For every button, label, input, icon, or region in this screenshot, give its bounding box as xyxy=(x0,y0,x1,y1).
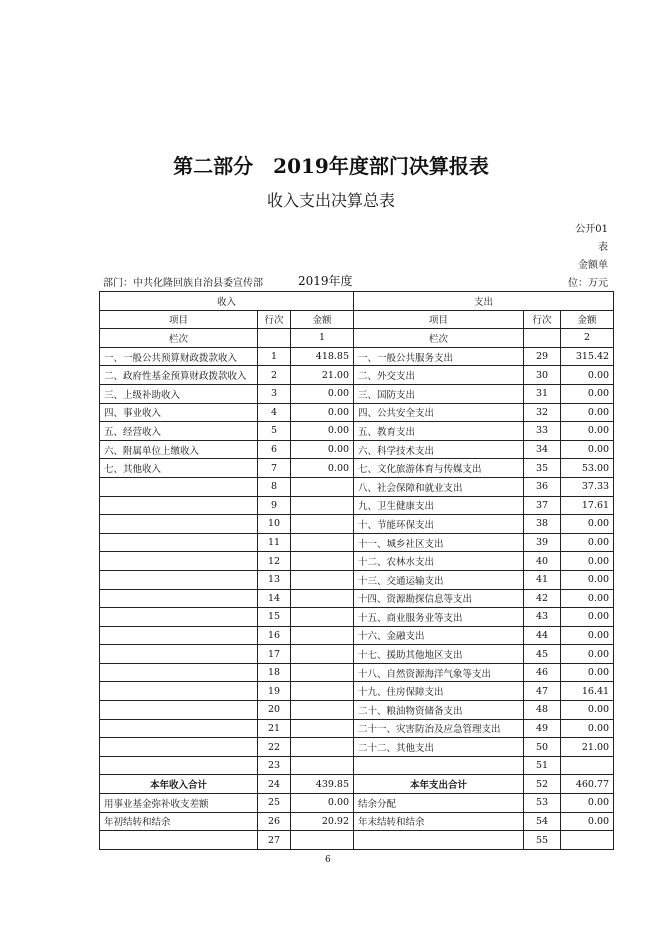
page-title: 第二部分 2019年度部门决算报表 xyxy=(173,154,489,178)
table-row xyxy=(100,459,614,478)
expense-amount: 0.00 xyxy=(561,589,614,608)
income-item xyxy=(100,645,258,664)
income-rowno-header: 行次 xyxy=(258,310,291,329)
expense-row-no: 31 xyxy=(524,384,561,403)
income-item xyxy=(100,533,258,552)
income-amount xyxy=(291,682,354,701)
income-row-no: 7 xyxy=(258,459,291,478)
table-row xyxy=(100,682,614,701)
department-label: 部门：中共化隆回族自治县委宣传部 xyxy=(103,278,263,289)
income-item xyxy=(100,831,258,850)
expense-item: 本年支出合计 xyxy=(354,775,524,794)
income-amount xyxy=(291,738,354,757)
income-amount xyxy=(291,515,354,534)
table-row xyxy=(100,477,614,496)
income-row-no: 8 xyxy=(258,477,291,496)
expense-row-no: 50 xyxy=(524,738,561,757)
expense-item: 二、外交支出 xyxy=(354,366,524,385)
table-row xyxy=(100,440,614,459)
expense-amount: 0.00 xyxy=(561,812,614,831)
income-item: 用事业基金弥补收支差额 xyxy=(100,794,258,813)
income-amount xyxy=(291,645,354,664)
unit-value: 位：万元 xyxy=(568,278,608,289)
column-number-row xyxy=(100,329,614,348)
income-row-no: 23 xyxy=(258,756,291,775)
expense-row-no: 51 xyxy=(524,756,561,775)
column-no-label: 栏次 xyxy=(354,329,524,348)
expense-rowno-header: 行次 xyxy=(524,310,561,329)
income-row-no: 13 xyxy=(258,570,291,589)
table-row xyxy=(100,515,614,534)
income-item: 二、政府性基金预算财政拨款收入 xyxy=(100,366,258,385)
income-amount: 0.00 xyxy=(291,459,354,478)
income-amount: 0.00 xyxy=(291,384,354,403)
table-row xyxy=(100,608,614,627)
income-row-no: 19 xyxy=(258,682,291,701)
expense-item xyxy=(354,831,524,850)
expense-amount: 0.00 xyxy=(561,384,614,403)
income-amount xyxy=(291,626,354,645)
expense-item: 二十、粮油物资储备支出 xyxy=(354,701,524,720)
expense-amount: 315.42 xyxy=(561,347,614,366)
income-amount: 0.00 xyxy=(291,440,354,459)
column-no-2: 2 xyxy=(561,329,614,348)
income-amount: 0.00 xyxy=(291,422,354,441)
income-row-no: 15 xyxy=(258,608,291,627)
income-row-no: 11 xyxy=(258,533,291,552)
expense-item: 六、科学技术支出 xyxy=(354,440,524,459)
section-header-row xyxy=(100,292,614,311)
expense-item: 十六、金融支出 xyxy=(354,626,524,645)
expense-amount: 0.00 xyxy=(561,719,614,738)
income-row-no: 25 xyxy=(258,794,291,813)
income-row-no: 9 xyxy=(258,496,291,515)
expense-amount: 0.00 xyxy=(561,645,614,664)
income-row-no: 24 xyxy=(258,775,291,794)
table-row xyxy=(100,366,614,385)
table-title: 收入支出决算总表 xyxy=(266,191,395,210)
table-row xyxy=(100,347,614,366)
table-row xyxy=(100,496,614,515)
table-row xyxy=(100,422,614,441)
column-no-1: 1 xyxy=(291,329,354,348)
expense-row-no: 39 xyxy=(524,533,561,552)
table-row xyxy=(100,756,614,775)
expense-amount: 37.33 xyxy=(561,477,614,496)
expense-amount: 0.00 xyxy=(561,515,614,534)
expense-row-no: 44 xyxy=(524,626,561,645)
income-amount xyxy=(291,756,354,775)
expense-row-no: 41 xyxy=(524,570,561,589)
income-item xyxy=(100,608,258,627)
income-item: 五、经营收入 xyxy=(100,422,258,441)
income-amount xyxy=(291,552,354,571)
table-row xyxy=(100,794,614,813)
expense-header: 支出 xyxy=(354,292,614,311)
income-row-no: 26 xyxy=(258,812,291,831)
expense-row-no: 35 xyxy=(524,459,561,478)
income-row-no: 21 xyxy=(258,719,291,738)
income-item xyxy=(100,515,258,534)
expense-row-no: 38 xyxy=(524,515,561,534)
income-amount: 21.00 xyxy=(291,366,354,385)
income-item xyxy=(100,719,258,738)
expense-amount: 0.00 xyxy=(561,552,614,571)
table-row xyxy=(100,552,614,571)
income-item-header: 项目 xyxy=(100,310,258,329)
expense-amount: 0.00 xyxy=(561,570,614,589)
column-header-row xyxy=(100,310,614,329)
expense-row-no: 47 xyxy=(524,682,561,701)
expense-row-no: 48 xyxy=(524,701,561,720)
table-row xyxy=(100,738,614,757)
income-item: 六、附属单位上缴收入 xyxy=(100,440,258,459)
expense-item: 二十二、其他支出 xyxy=(354,738,524,757)
income-row-no: 14 xyxy=(258,589,291,608)
expense-row-no: 49 xyxy=(524,719,561,738)
expense-item: 四、公共安全支出 xyxy=(354,403,524,422)
table-row xyxy=(100,626,614,645)
expense-row-no: 45 xyxy=(524,645,561,664)
expense-amount: 0.00 xyxy=(561,701,614,720)
table-row xyxy=(100,403,614,422)
expense-amount xyxy=(561,831,614,850)
expense-item: 一、一般公共服务支出 xyxy=(354,347,524,366)
income-amount: 439.85 xyxy=(291,775,354,794)
income-row-no: 1 xyxy=(258,347,291,366)
expense-item: 十九、住房保障支出 xyxy=(354,682,524,701)
expense-row-no: 30 xyxy=(524,366,561,385)
year-label: 2019年度 xyxy=(298,274,353,288)
expense-item xyxy=(354,756,524,775)
table-row xyxy=(100,831,614,850)
expense-amount: 53.00 xyxy=(561,459,614,478)
expense-row-no: 53 xyxy=(524,794,561,813)
income-item: 七、其他收入 xyxy=(100,459,258,478)
income-amount xyxy=(291,533,354,552)
expense-item: 十二、农林水支出 xyxy=(354,552,524,571)
income-amount xyxy=(291,589,354,608)
income-item xyxy=(100,496,258,515)
expense-amount: 0.00 xyxy=(561,403,614,422)
expense-amount: 0.00 xyxy=(561,440,614,459)
income-item: 一、一般公共预算财政拨款收入 xyxy=(100,347,258,366)
expense-row-no: 42 xyxy=(524,589,561,608)
income-row-no: 22 xyxy=(258,738,291,757)
income-item xyxy=(100,477,258,496)
page-number: 6 xyxy=(325,855,331,865)
income-row-no: 12 xyxy=(258,552,291,571)
expense-row-no: 55 xyxy=(524,831,561,850)
expense-row-no: 46 xyxy=(524,663,561,682)
expense-row-no: 54 xyxy=(524,812,561,831)
income-header: 收入 xyxy=(100,292,354,311)
expense-amount: 16.41 xyxy=(561,682,614,701)
expense-item: 结余分配 xyxy=(354,794,524,813)
expense-amount xyxy=(561,756,614,775)
table-row xyxy=(100,570,614,589)
income-amount xyxy=(291,719,354,738)
income-row-no: 20 xyxy=(258,701,291,720)
income-item xyxy=(100,552,258,571)
expense-amount-header: 金额 xyxy=(561,310,614,329)
expense-row-no: 32 xyxy=(524,403,561,422)
expense-item: 二十一、灾害防治及应急管理支出 xyxy=(354,719,524,738)
income-item: 四、事业收入 xyxy=(100,403,258,422)
expense-row-no: 43 xyxy=(524,608,561,627)
table-row xyxy=(100,533,614,552)
expense-item: 三、国防支出 xyxy=(354,384,524,403)
income-amount: 418.85 xyxy=(291,347,354,366)
table-row xyxy=(100,589,614,608)
table-row xyxy=(100,775,614,794)
table-row xyxy=(100,719,614,738)
income-amount xyxy=(291,608,354,627)
expense-item: 十五、商业服务业等支出 xyxy=(354,608,524,627)
income-item xyxy=(100,738,258,757)
income-expense-table xyxy=(99,291,614,850)
expense-amount: 0.00 xyxy=(561,608,614,627)
empty-cell xyxy=(524,329,561,348)
expense-row-no: 37 xyxy=(524,496,561,515)
table-code-suffix: 表 xyxy=(598,242,608,253)
income-row-no: 18 xyxy=(258,663,291,682)
expense-item: 十八、自然资源海洋气象等支出 xyxy=(354,663,524,682)
income-amount xyxy=(291,570,354,589)
expense-amount: 0.00 xyxy=(561,794,614,813)
expense-item: 九、卫生健康支出 xyxy=(354,496,524,515)
expense-item: 十一、城乡社区支出 xyxy=(354,533,524,552)
income-item xyxy=(100,626,258,645)
income-row-no: 5 xyxy=(258,422,291,441)
expense-amount: 0.00 xyxy=(561,422,614,441)
expense-row-no: 29 xyxy=(524,347,561,366)
income-item xyxy=(100,589,258,608)
income-item: 本年收入合计 xyxy=(100,775,258,794)
income-row-no: 6 xyxy=(258,440,291,459)
income-item: 年初结转和结余 xyxy=(100,812,258,831)
expense-row-no: 52 xyxy=(524,775,561,794)
income-item xyxy=(100,756,258,775)
unit-label: 金额单 xyxy=(578,260,608,271)
income-amount-header: 金额 xyxy=(291,310,354,329)
income-amount xyxy=(291,701,354,720)
income-amount: 0.00 xyxy=(291,403,354,422)
column-no-label: 栏次 xyxy=(100,329,258,348)
expense-item: 七、文化旅游体育与传媒支出 xyxy=(354,459,524,478)
expense-item: 十七、援助其他地区支出 xyxy=(354,645,524,664)
expense-row-no: 33 xyxy=(524,422,561,441)
table-code: 公开01 xyxy=(575,224,608,235)
income-row-no: 16 xyxy=(258,626,291,645)
expense-row-no: 40 xyxy=(524,552,561,571)
income-item: 三、上级补助收入 xyxy=(100,384,258,403)
income-item xyxy=(100,663,258,682)
income-row-no: 17 xyxy=(258,645,291,664)
expense-row-no: 36 xyxy=(524,477,561,496)
income-row-no: 4 xyxy=(258,403,291,422)
income-row-no: 27 xyxy=(258,831,291,850)
expense-item: 五、教育支出 xyxy=(354,422,524,441)
income-row-no: 3 xyxy=(258,384,291,403)
income-row-no: 10 xyxy=(258,515,291,534)
income-amount: 20.92 xyxy=(291,812,354,831)
income-amount xyxy=(291,663,354,682)
expense-amount: 0.00 xyxy=(561,533,614,552)
expense-item: 十四、资源勘探信息等支出 xyxy=(354,589,524,608)
expense-item: 十三、交通运输支出 xyxy=(354,570,524,589)
expense-amount: 460.77 xyxy=(561,775,614,794)
income-amount: 0.00 xyxy=(291,794,354,813)
income-item xyxy=(100,682,258,701)
expense-amount: 21.00 xyxy=(561,738,614,757)
income-amount xyxy=(291,477,354,496)
expense-amount: 17.61 xyxy=(561,496,614,515)
income-amount xyxy=(291,831,354,850)
income-item xyxy=(100,570,258,589)
table-row xyxy=(100,645,614,664)
table-row xyxy=(100,701,614,720)
expense-item: 八、社会保障和就业支出 xyxy=(354,477,524,496)
expense-item: 十、节能环保支出 xyxy=(354,515,524,534)
empty-cell xyxy=(258,329,291,348)
expense-amount: 0.00 xyxy=(561,663,614,682)
table-row xyxy=(100,663,614,682)
income-row-no: 2 xyxy=(258,366,291,385)
table-row xyxy=(100,384,614,403)
expense-amount: 0.00 xyxy=(561,366,614,385)
table-row xyxy=(100,812,614,831)
expense-amount: 0.00 xyxy=(561,626,614,645)
expense-item: 年末结转和结余 xyxy=(354,812,524,831)
income-amount xyxy=(291,496,354,515)
expense-item-header: 项目 xyxy=(354,310,524,329)
income-item xyxy=(100,701,258,720)
expense-row-no: 34 xyxy=(524,440,561,459)
